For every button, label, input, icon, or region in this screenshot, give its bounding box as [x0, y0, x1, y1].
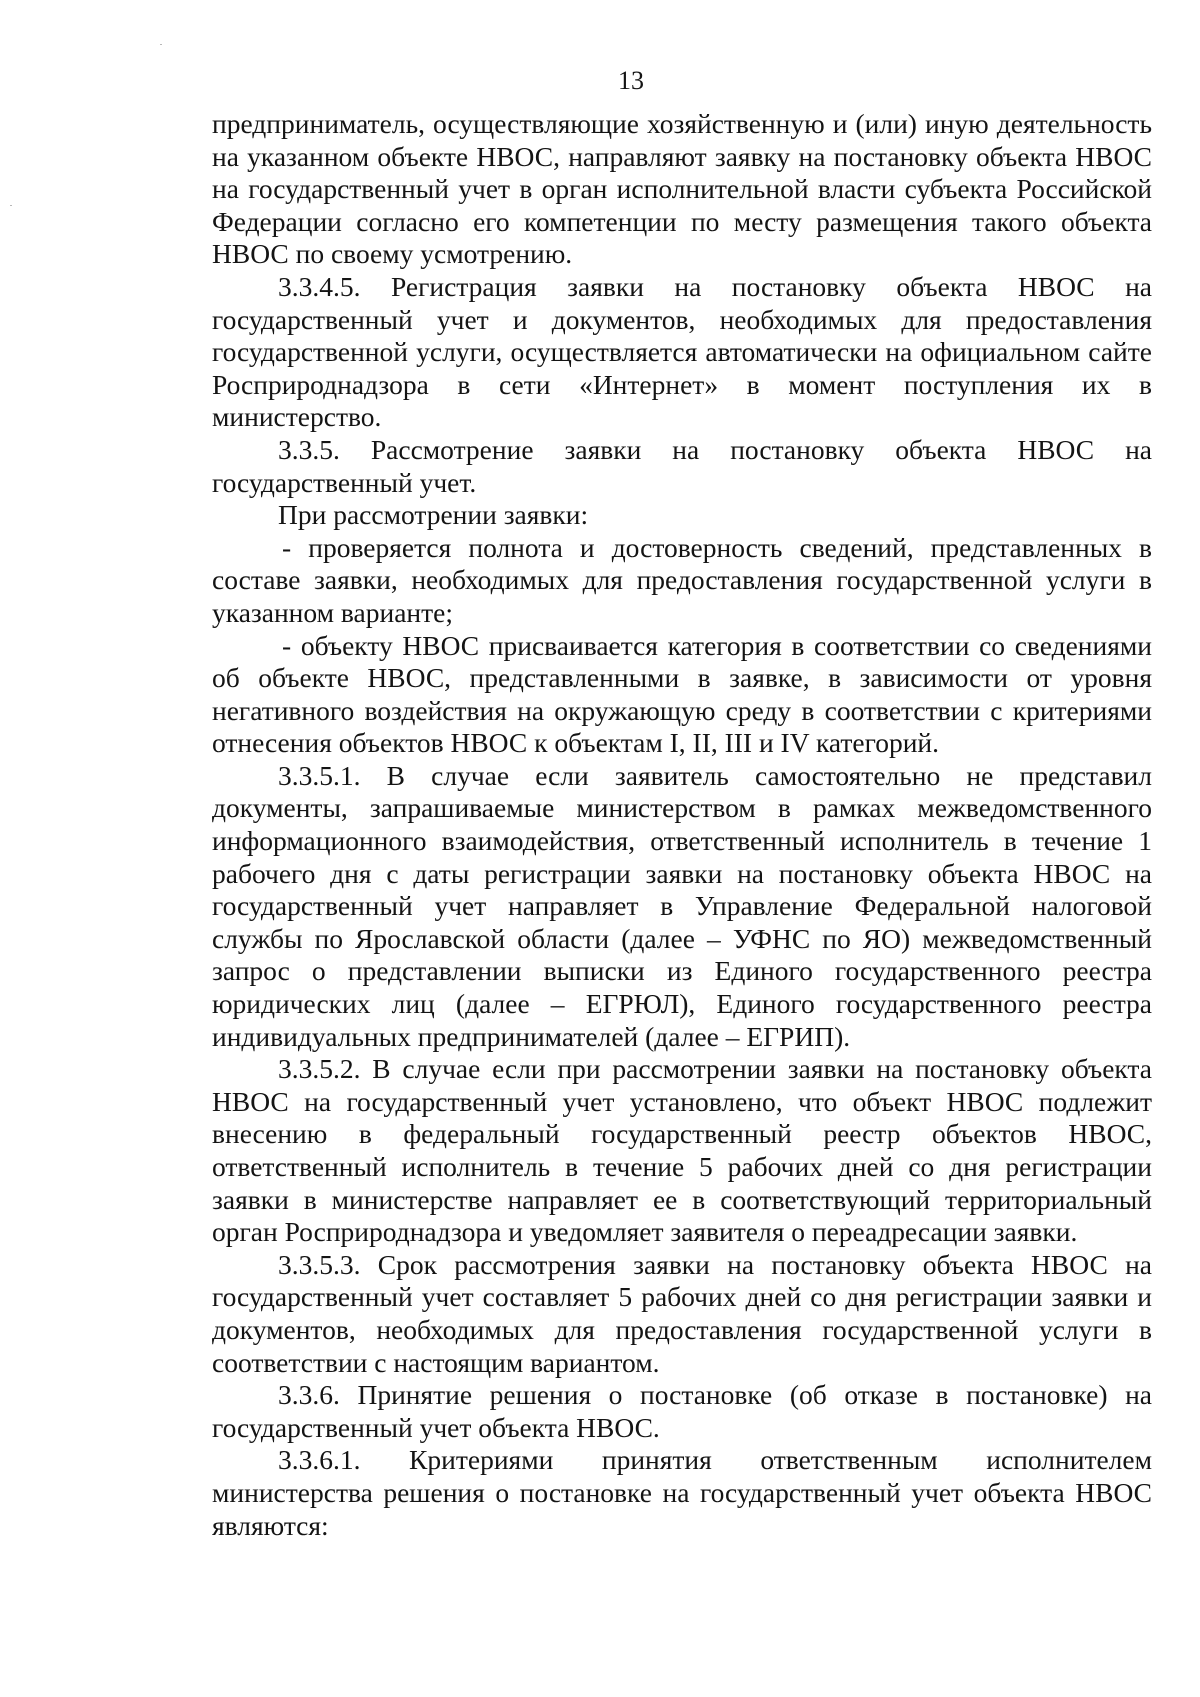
paragraph-3-3-5: 3.3.5. Рассмотрение заявки на постановку объекта НВОС на государственный учет. [212, 433, 1152, 498]
paragraph-3-3-6: 3.3.6. Принятие решения о постановке (об отказе в постановке) на государственный учет объекта НВОС. [212, 1379, 1152, 1443]
list-item-completeness: - проверяется полнота и достоверность сведений, представленных в составе заявки, необходимых для предоставления государственной услуги в указанном варианте; [212, 531, 1152, 628]
scan-speck [160, 44, 162, 45]
scan-speck [10, 205, 12, 206]
paragraph-review-intro: При рассмотрении заявки: [278, 499, 589, 531]
list-item-category: - объекту НВОС присваивается категория в соответствии со сведениями об объекте НВОС, представленными в заявке, в зависимости от уровня негативного воздействия на окружающую среду в соответствии с критериями отнесения объектов НВОС к объектам I, II, III и IV категорий. [212, 629, 1152, 759]
document-body [212, 108, 1152, 1542]
page-number: 13 [618, 66, 644, 95]
paragraph-3-3-4-5: 3.3.4.5. Регистрация заявки на постановку объекта НВОС на государственный учет и документов, необходимых для предоставления государственной услуги, осуществляется автоматически на официальном сайте Росприроднадзора в сети «Интернет» в момент поступления их в министерство. [212, 270, 1152, 433]
paragraph-3-3-5-3: 3.3.5.3. Срок рассмотрения заявки на постановку объекта НВОС на государственный учет составляет 5 рабочих дней со дня регистрации заявки и документов, необходимых для предоставления государственной услуги в соответствии с настоящим вариантом. [212, 1248, 1152, 1378]
paragraph-continuation: предприниматель, осуществляющие хозяйственную и (или) иную деятельность на указанном объекте НВОС, направляют заявку на постановку объекта НВОС на государственный учет в орган исполнительной власти субъекта Российской Федерации согласно его компетенции по месту размещения такого объекта НВОС по своему усмотрению. [212, 108, 1152, 270]
paragraph-3-3-5-1: 3.3.5.1. В случае если заявитель самостоятельно не представил документы, запрашиваемые министерством в рамках межведомственного информационного взаимодействия, ответственный исполнитель в течение 1 рабочего дня с даты регистрации заявки на постановку объекта НВОС на государственный учет направляет в Управление Федеральной налоговой службы по Ярославской области (далее – УФНС по ЯО) межведомственный запрос о представлении выписки из Единого государственного реестра юридических лиц (далее – ЕГРЮЛ), Единого государственного реестра индивидуальных предпринимателей (далее – ЕГРИП). [212, 759, 1152, 1052]
paragraph-3-3-6-1: 3.3.6.1. Критериями принятия ответственным исполнителем министерства решения о постановке на государственный учет объекта НВОС являются: [212, 1444, 1152, 1541]
paragraph-3-3-5-2: 3.3.5.2. В случае если при рассмотрении заявки на постановку объекта НВОС на государственный учет установлено, что объект НВОС подлежит внесению в федеральный государственный реестр объектов НВОС, ответственный исполнитель в течение 5 рабочих дней со дня регистрации заявки в министерстве направляет ее в соответствующий территориальный орган Росприроднадзора и уведомляет заявителя о переадресации заявки. [212, 1053, 1152, 1248]
